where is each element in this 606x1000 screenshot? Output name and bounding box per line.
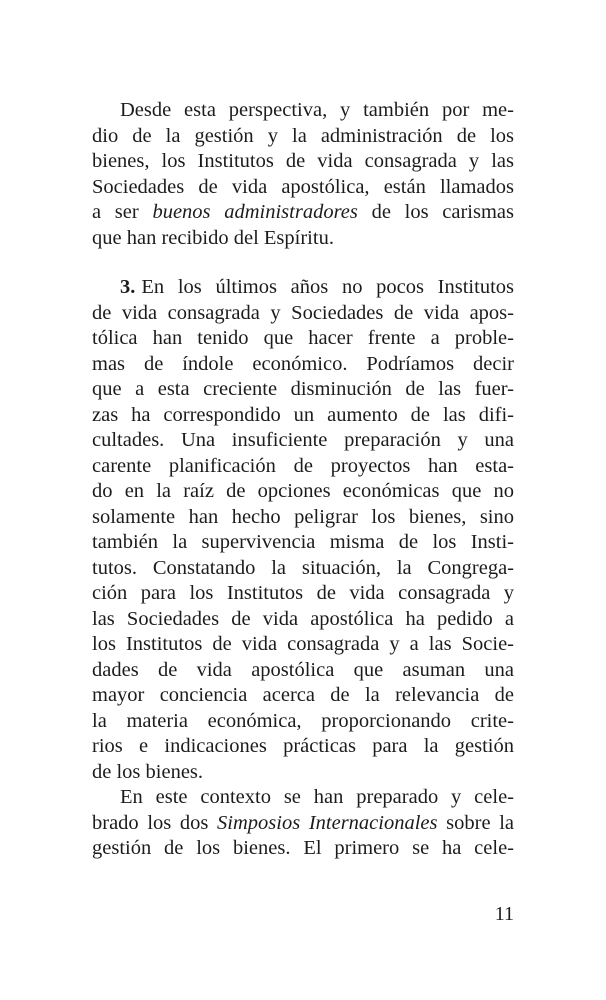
text-line xyxy=(92,275,514,301)
section-number: 3. xyxy=(120,276,136,298)
text-run: de los carismas xyxy=(357,201,514,223)
text-run: sobre la xyxy=(437,811,514,834)
text-line: Desde esta perspectiva, y también por me- xyxy=(120,99,514,121)
text-line: que a esta creciente disminución de las fuer- xyxy=(92,378,514,400)
text-line: dio de la gestión y la administración de los xyxy=(92,124,514,147)
text-line: ción para los Institutos de vida consagrada y xyxy=(92,582,514,604)
text-line: gestión de los bienes. El primero se ha cele- xyxy=(92,837,514,859)
text-line: de vida consagrada y Sociedades de vida apos- xyxy=(92,301,514,324)
paragraph-2 xyxy=(92,275,514,785)
text-line: Sociedades de vida apostólica, están llamados xyxy=(92,175,514,198)
text-line: mayor conciencia acerca de la relevancia de xyxy=(92,684,514,706)
page-number: 11 xyxy=(494,903,514,925)
text-line: la materia económica, proporcionando crite- xyxy=(92,709,514,732)
text-line: En este contexto se han preparado y cele- xyxy=(120,786,514,808)
text-line: las Sociedades de vida apostólica ha pedido a xyxy=(92,607,514,630)
text-run: a ser xyxy=(92,201,153,223)
text-line xyxy=(92,811,514,837)
text-line: tutos. Constatando la situación, la Congrega- xyxy=(92,556,514,579)
text-line: carente planificación de proyectos han esta- xyxy=(92,454,514,477)
paragraph-1 xyxy=(92,98,514,251)
text-line: rios e indicaciones prácticas para la gestión xyxy=(92,735,514,757)
paragraph-3 xyxy=(92,785,514,862)
text-line: cultades. Una insuficiente preparación y una xyxy=(92,429,514,451)
text-line: do en la raíz de opciones económicas que no xyxy=(92,480,514,502)
text-run: brado los dos xyxy=(92,811,218,834)
text-line: tólica han tenido que hacer frente a proble- xyxy=(92,327,514,349)
paragraph-gap xyxy=(92,251,514,275)
text-column xyxy=(92,98,514,862)
text-line: mas de índole económico. Podríamos decir xyxy=(92,352,514,375)
text-line: bienes, los Institutos de vida consagrada y las xyxy=(92,150,514,172)
text-line: solamente han hecho peligrar los bienes, sino xyxy=(92,505,514,528)
text-run: En los últimos años no pocos Institutos xyxy=(141,276,514,298)
text-line xyxy=(92,200,514,226)
text-line: los Institutos de vida consagrada y a las Socie- xyxy=(92,633,514,655)
text-line: dades de vida apostólica que asuman una xyxy=(92,658,514,681)
text-line: también la supervivencia misma de los Insti- xyxy=(92,531,514,553)
text-line: de los bienes. xyxy=(92,760,204,783)
italic-phrase: Simposios Internacionales xyxy=(217,811,438,834)
text-line: zas ha correspondido un aumento de las difi- xyxy=(92,403,514,426)
text-line: que han recibido del Espíritu. xyxy=(92,226,334,249)
italic-phrase: buenos administradores xyxy=(152,201,358,223)
